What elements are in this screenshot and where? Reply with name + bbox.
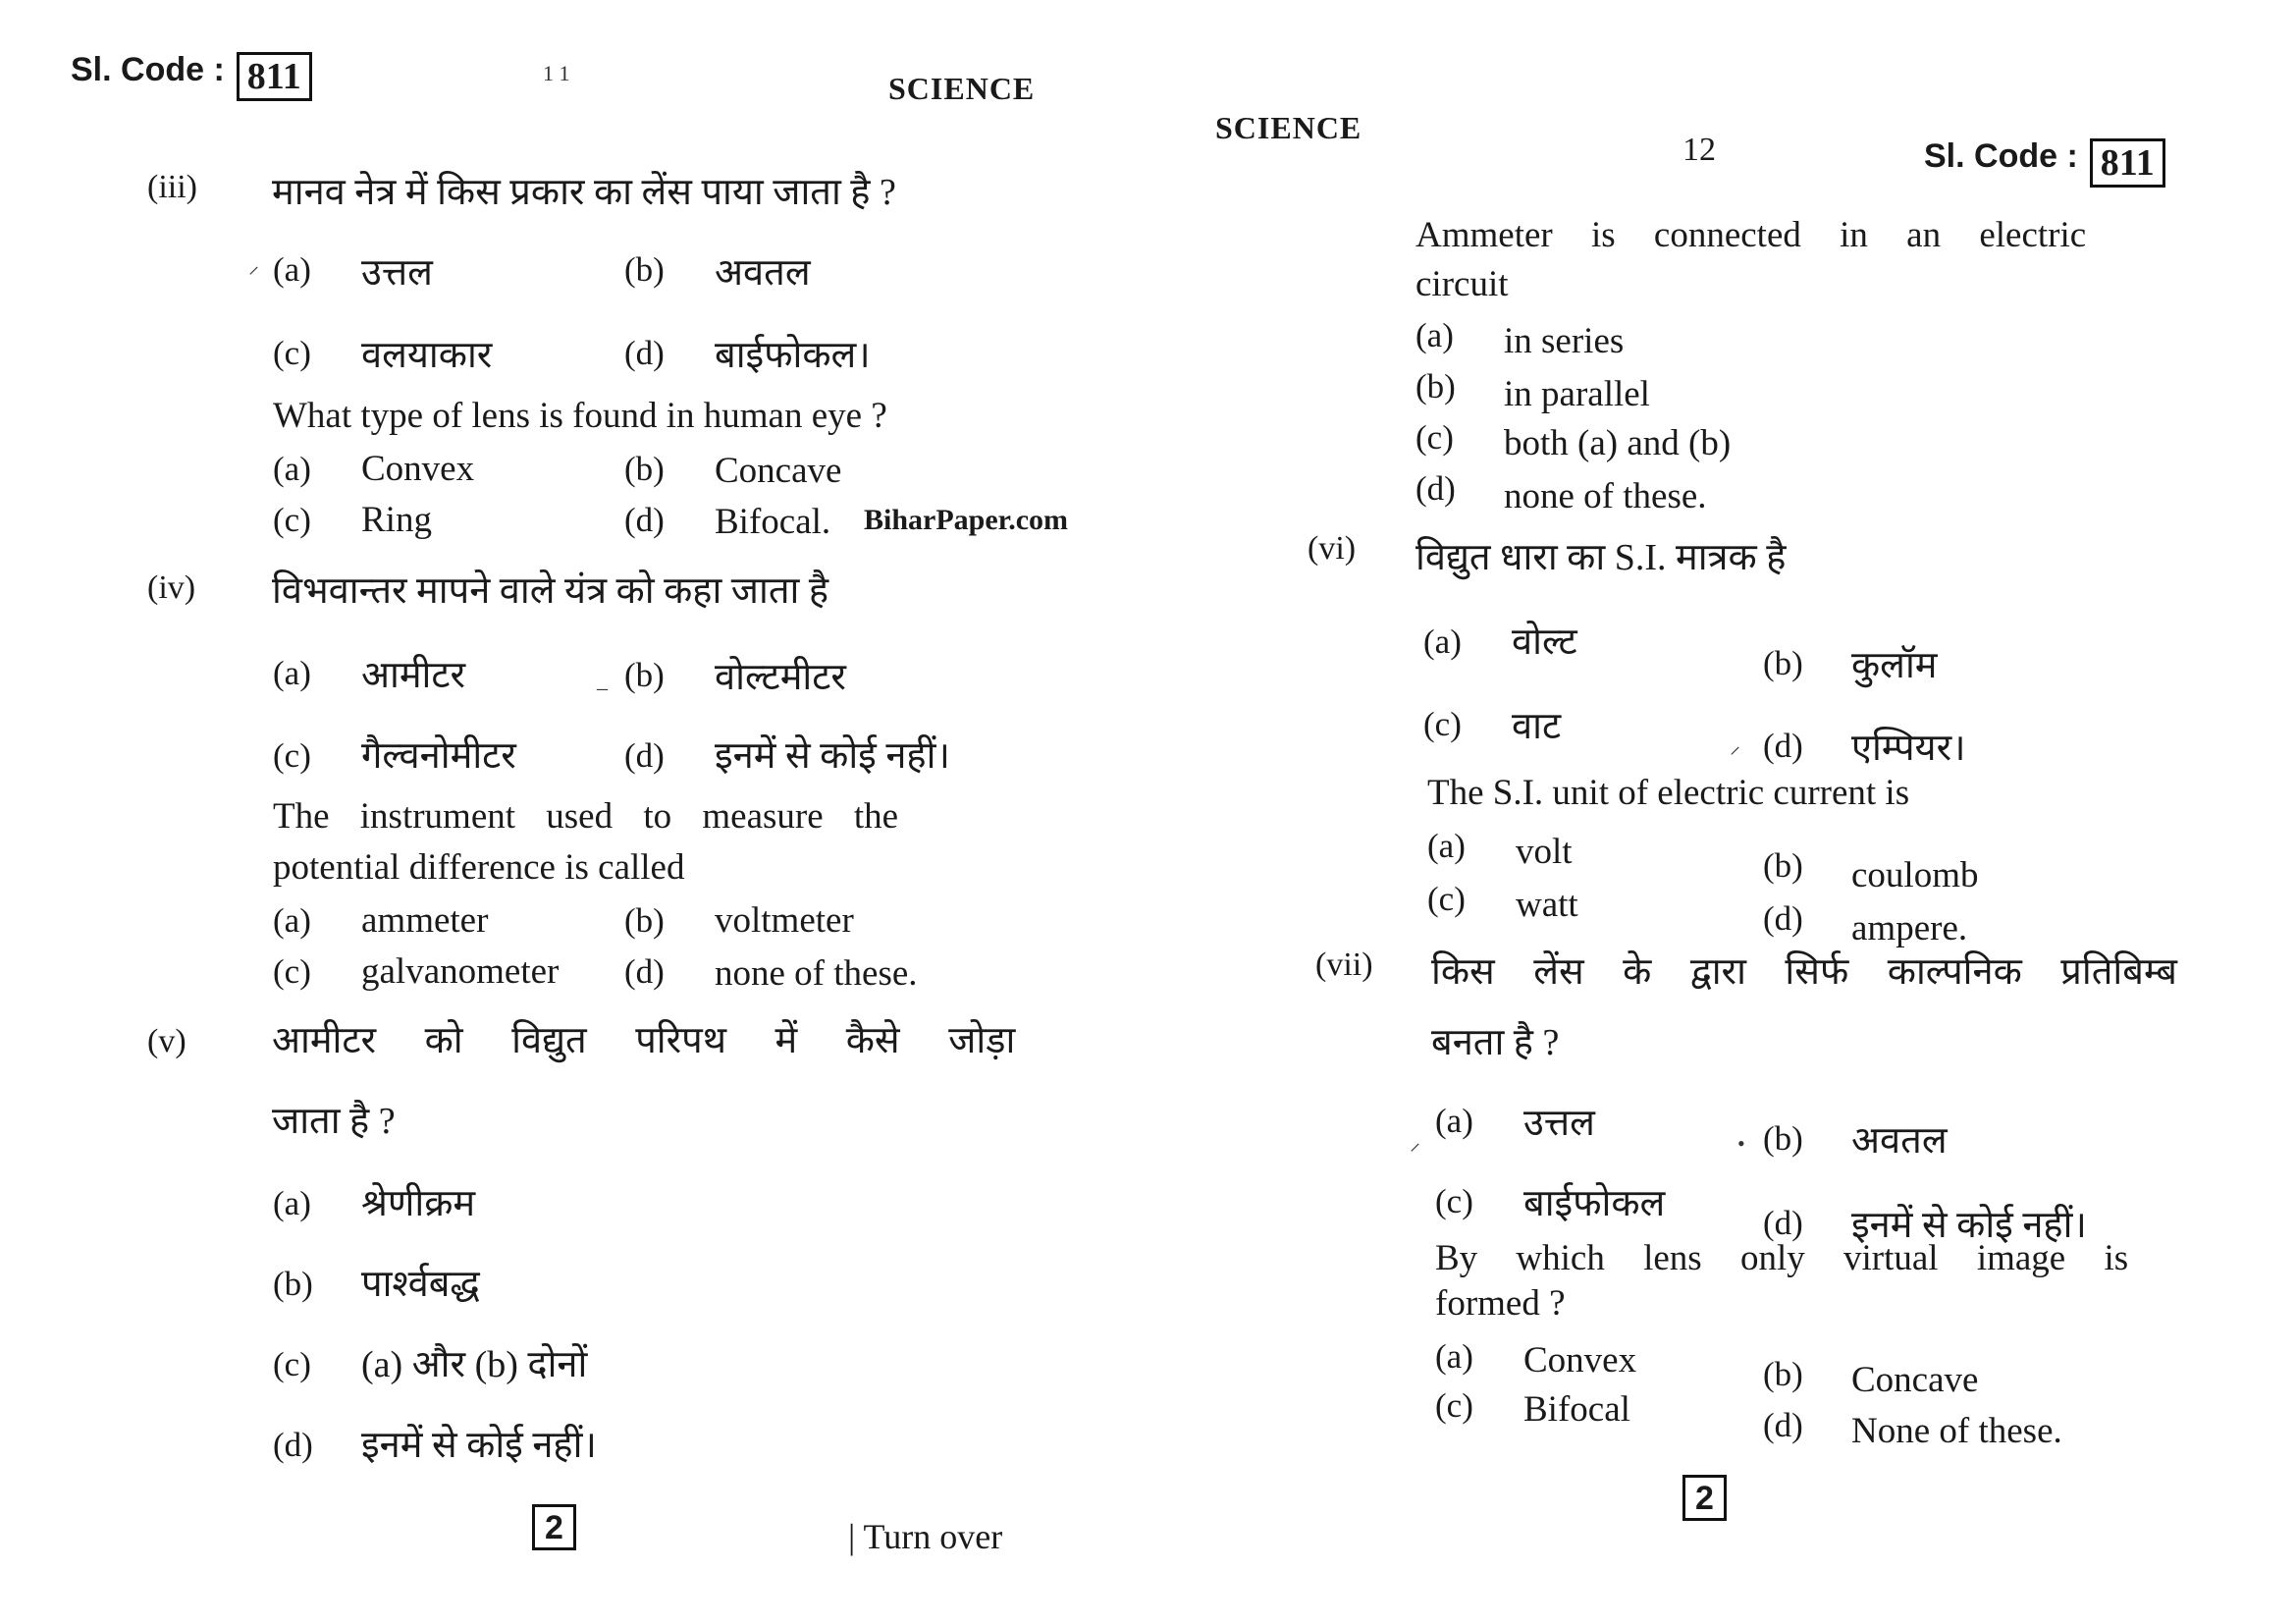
- option-label: (b): [1763, 1119, 1803, 1158]
- option-label: (d): [1763, 899, 1803, 938]
- answer-mark-icon: ⸝: [1410, 1130, 1421, 1155]
- option-text: (a) और (b) दोनों: [361, 1344, 588, 1385]
- turn-over-note: | Turn over: [848, 1517, 1003, 1556]
- sl-code-header: [71, 51, 312, 101]
- option-label: (d): [624, 501, 665, 539]
- page-number-box: [532, 1504, 576, 1550]
- option-label: (d): [273, 1426, 313, 1464]
- page-number: 2: [532, 1504, 576, 1550]
- option-label: (c): [1415, 418, 1454, 457]
- question-text-hindi: बनता है ?: [1431, 1022, 1560, 1063]
- question-text-line: formed ?: [1435, 1283, 1566, 1324]
- question-number: (v): [147, 1023, 187, 1059]
- option-text: in series: [1504, 321, 1625, 361]
- option-label: (c): [273, 1345, 311, 1383]
- option-label: (c): [1435, 1386, 1473, 1425]
- question-text-hindi: आमीटर को विद्युत परिपथ में कैसे जोड़ा: [272, 1020, 1016, 1061]
- option-text: Concave: [1851, 1360, 1979, 1400]
- page-marker: 1 1: [543, 61, 570, 85]
- option-label: (b): [624, 450, 665, 488]
- option-text: अवतल: [1851, 1120, 1948, 1162]
- option-text: watt: [1516, 885, 1578, 925]
- option-text: Bifocal: [1523, 1389, 1630, 1430]
- option-text: ampere.: [1851, 908, 1968, 948]
- option-label: (b): [1415, 367, 1456, 406]
- question-text-english: Ammeter is connected in an electric: [1415, 215, 2087, 255]
- option-text: आमीटर: [361, 655, 466, 696]
- right-page: [1148, 0, 2296, 1624]
- option-text: अवतल: [715, 252, 811, 294]
- option-text: वलयाकार: [361, 335, 493, 376]
- option-label: (d): [1763, 727, 1803, 765]
- question-number: (vii): [1315, 947, 1373, 983]
- option-text: कुलॉम: [1851, 645, 1938, 686]
- option-label: (d): [624, 736, 665, 775]
- question-text-hindi: विभवान्तर मापने वाले यंत्र को कहा जाता है: [272, 570, 828, 612]
- option-text: एम्पियर।: [1851, 728, 1966, 769]
- option-text: बाईफोकल।: [715, 335, 871, 376]
- option-row: [248, 250, 259, 280]
- option-label: (a): [1427, 827, 1466, 865]
- option-text: ammeter: [361, 900, 489, 941]
- page-number: 2: [1682, 1475, 1727, 1521]
- question-text-hindi: जाता है ?: [272, 1101, 396, 1142]
- option-text: वोल्ट: [1512, 622, 1577, 663]
- option-label: (c): [1423, 705, 1462, 743]
- option-label: (d): [624, 952, 665, 991]
- question-number: (vi): [1308, 530, 1357, 567]
- option-label: (b): [624, 656, 665, 694]
- question-number: (iii): [147, 169, 197, 205]
- option-text: इनमें से कोई नहीं।: [361, 1425, 597, 1466]
- option-text: Concave: [715, 451, 842, 491]
- option-label: (d): [1415, 469, 1456, 508]
- option-text: volt: [1516, 832, 1573, 872]
- option-label: (c): [1427, 880, 1466, 918]
- option-text: in parallel: [1504, 374, 1650, 414]
- subject-title: SCIENCE: [888, 71, 1036, 106]
- question-text-hindi: मानव नेत्र में किस प्रकार का लेंस पाया जाता है ?: [272, 172, 896, 213]
- option-text: Convex: [361, 449, 475, 489]
- option-text: voltmeter: [715, 900, 854, 941]
- option-text: None of these.: [1851, 1411, 2062, 1451]
- left-page: [0, 0, 1139, 1624]
- option-text: both (a) and (b): [1504, 423, 1732, 463]
- option-label: (b): [624, 901, 665, 940]
- sl-code-box: 811: [2090, 138, 2165, 188]
- option-label: (a): [273, 654, 311, 692]
- option-text: श्रेणीक्रम: [361, 1183, 476, 1224]
- option-text: इनमें से कोई नहीं।: [715, 735, 950, 777]
- option-text: galvanometer: [361, 951, 560, 992]
- option-label: (b): [273, 1265, 313, 1303]
- question-text-english: What type of lens is found in human eye ?: [273, 396, 887, 436]
- option-label: (d): [624, 334, 665, 372]
- answer-mark-icon: _: [597, 668, 608, 692]
- option-text: उत्तल: [1523, 1103, 1595, 1144]
- question-text-english: By which lens only virtual image is: [1435, 1238, 2129, 1278]
- option-label: (b): [624, 250, 665, 289]
- option-label: (a): [273, 450, 311, 488]
- page-number-box: [1682, 1475, 1727, 1521]
- question-number: (iv): [147, 569, 196, 606]
- option-text: पार्श्वबद्ध: [361, 1264, 480, 1305]
- option-text: उत्तल: [361, 252, 433, 294]
- option-label: (c): [273, 334, 311, 372]
- option-text: वोल्टमीटर: [715, 657, 846, 698]
- question-text-line: The instrument used to measure the: [273, 796, 899, 837]
- option-text: गैल्वनोमीटर: [361, 735, 516, 777]
- option-text: इनमें से कोई नहीं।: [1851, 1205, 2087, 1246]
- option-text: coulomb: [1851, 855, 1979, 895]
- answer-mark-icon: ⸝: [248, 253, 260, 278]
- option-label: (a): [273, 901, 311, 940]
- question-text-hindi: किस लेंस के द्वारा सिर्फ काल्पनिक प्रतिबिम्ब: [1431, 951, 2177, 993]
- question-text-hindi: विद्युत धारा का S.I. मात्रक है: [1415, 537, 1787, 578]
- option-text: Convex: [1523, 1340, 1637, 1380]
- sl-code-header: [1924, 137, 2165, 188]
- option-label: (d): [1763, 1406, 1803, 1444]
- option-label: (d): [1763, 1204, 1803, 1242]
- option-label: (a): [1435, 1102, 1473, 1140]
- option-label: (a): [1435, 1337, 1473, 1376]
- option-text: वाट: [1512, 706, 1562, 747]
- option-label: (b): [1763, 1355, 1803, 1393]
- option-label: (c): [1435, 1182, 1473, 1220]
- sl-code-box: 811: [237, 52, 312, 101]
- sl-code-label: Sl. Code :: [1924, 137, 2078, 175]
- sl-code-label: Sl. Code :: [71, 51, 225, 88]
- option-text: Ring: [361, 500, 432, 540]
- subject-title: SCIENCE: [1215, 110, 1362, 145]
- option-text: none of these.: [1504, 476, 1707, 516]
- option-label: (c): [273, 501, 311, 539]
- option-label: (b): [1763, 846, 1803, 885]
- option-label: (a): [273, 1184, 311, 1222]
- option-label: (b): [1763, 644, 1803, 682]
- option-text: Bifocal.: [715, 502, 831, 542]
- question-text-line: circuit: [1415, 264, 1509, 304]
- option-label: (c): [273, 952, 311, 991]
- question-text-line: potential difference is called: [273, 847, 685, 888]
- option-text: बाईफोकल: [1523, 1183, 1666, 1224]
- question-text-english: The S.I. unit of electric current is: [1427, 773, 1910, 813]
- option-label: (c): [273, 736, 311, 775]
- page-number-top: 12: [1682, 132, 1716, 168]
- watermark: BiharPaper.com: [864, 504, 1069, 536]
- option-label: (a): [1415, 316, 1454, 354]
- option-text: none of these.: [715, 953, 918, 994]
- option-label: (a): [273, 250, 311, 289]
- option-label: (a): [1423, 623, 1462, 661]
- answer-mark-icon: ⸝: [1730, 733, 1741, 758]
- question-text-english: [273, 795, 1044, 838]
- answer-mark-icon: •: [1737, 1131, 1745, 1156]
